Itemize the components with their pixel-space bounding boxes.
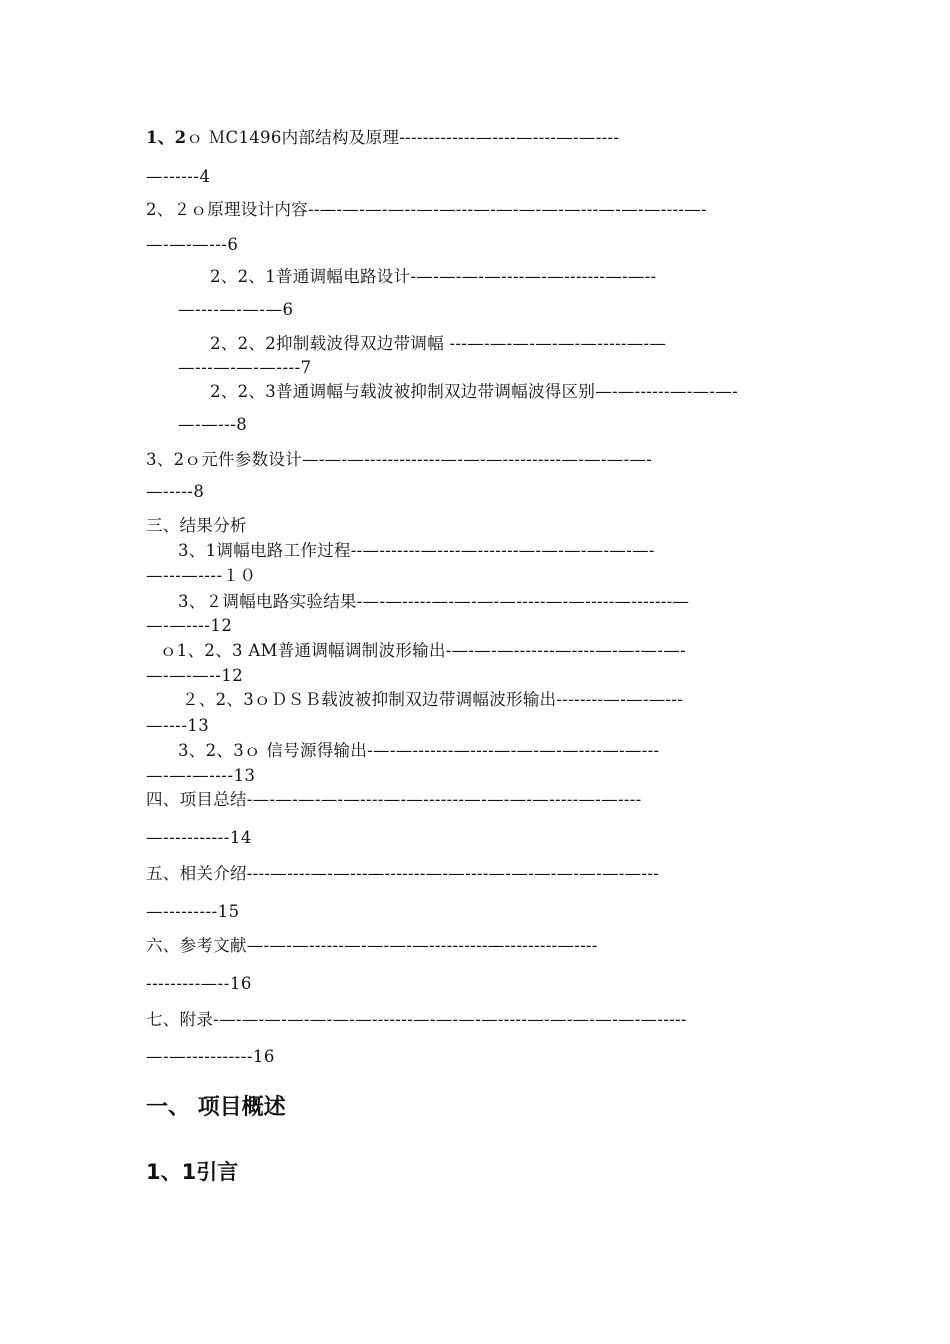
toc-entry-line: 3、1调幅电路工作过程--—-------—----—-------—-—-—-—-—-—- [178,541,655,560]
toc-entry-continuation: —-—-—---6 [146,235,239,254]
toc-entry-line: 3、2、3ｏ 信号源得输出-—-—-------—----—-—-—-—----—-—--- [178,741,660,760]
toc-entry-continuation: —-—---8 [178,415,248,434]
toc-entry-line: 2、2、1普通调幅电路设计-—-—-—-—----—-—-------—-—-- [210,267,657,286]
toc-entry-line: 六、参考文献—-—-—------—-—-—-—----------—---------—---- [146,936,598,955]
toc-entry-continuation: —-—-—----13 [146,766,256,785]
toc-section-title: 三、结果分析 [146,516,247,535]
toc-entry-continuation: —-----8 [146,482,205,501]
toc-entry-continuation: —---—-—-—----7 [178,358,312,377]
toc-entry-line: 3、２调幅电路实验结果-—-—-----—-—-—-—-----—-—-----—-------— [178,592,690,611]
toc-entry-line: 四、项目总结-—-—-—-—-—----—-—-------—-—-—-—-----—-—---- [146,790,642,809]
toc-entry-line: 2、2、3普通调幅与载波被抑制双边带调幅波得区别—-—------—-—-—- [210,382,738,401]
toc-entry-line: ２、2、3ｏＤＳＢ载波被抑制双边带调幅波形输出--------—-—-—--- [182,690,684,709]
toc-entry-line: 2、２ｏ原理设计内容--—-—-—-—--—-—---—-—-—-—-—---—-—-—----—- [146,200,707,219]
toc-entry-continuation: —-—----12 [146,616,233,635]
toc-entry-continuation: —---------15 [146,902,240,921]
toc-entry-line: 2、2、2抑制载波得双边带调幅 ---—-—-—-—-—-—-----—-— [210,334,667,353]
toc-entry-continuation: ---------—--16 [146,974,252,993]
subsection-heading: 1、1引言 [146,1160,239,1184]
toc-entry-continuation: —----13 [146,716,210,735]
toc-entry-line: 五、相关介绍----—----—-—---—-------—-—----—-—-—-—-—-—-—--- [146,864,660,883]
toc-entry-continuation: —-—-—--12 [146,666,244,685]
toc-entry-line: 3、2ｏ元件参数设计—-—-—-------------—-—-—----------—-—-—-—- [146,450,653,469]
toc-entry-continuation: —------4 [146,167,211,186]
section-heading: 一、 项目概述 [146,1095,286,1120]
toc-entry-continuation: —-----------14 [146,828,252,847]
toc-entry-line: 七、附录-—-—-—-—-—-—-—-------—-—-—-—-----—-—-—-—-—-—----- [146,1010,687,1029]
toc-entry-continuation: —----—-—-—6 [178,300,294,319]
toc-entry-continuation: —-—-----------16 [146,1047,275,1066]
toc-entry-continuation: —---—----１０ [146,566,257,585]
toc-entry-line: ｏ1、2、3 AM普通调幅调制波形输出-—-—-—-------—----—-—-—-—- [160,641,686,660]
toc-entry-line: 1、2ｏ ＭC1496内部结构及原理-------------—----—----—-—---- [146,128,620,147]
